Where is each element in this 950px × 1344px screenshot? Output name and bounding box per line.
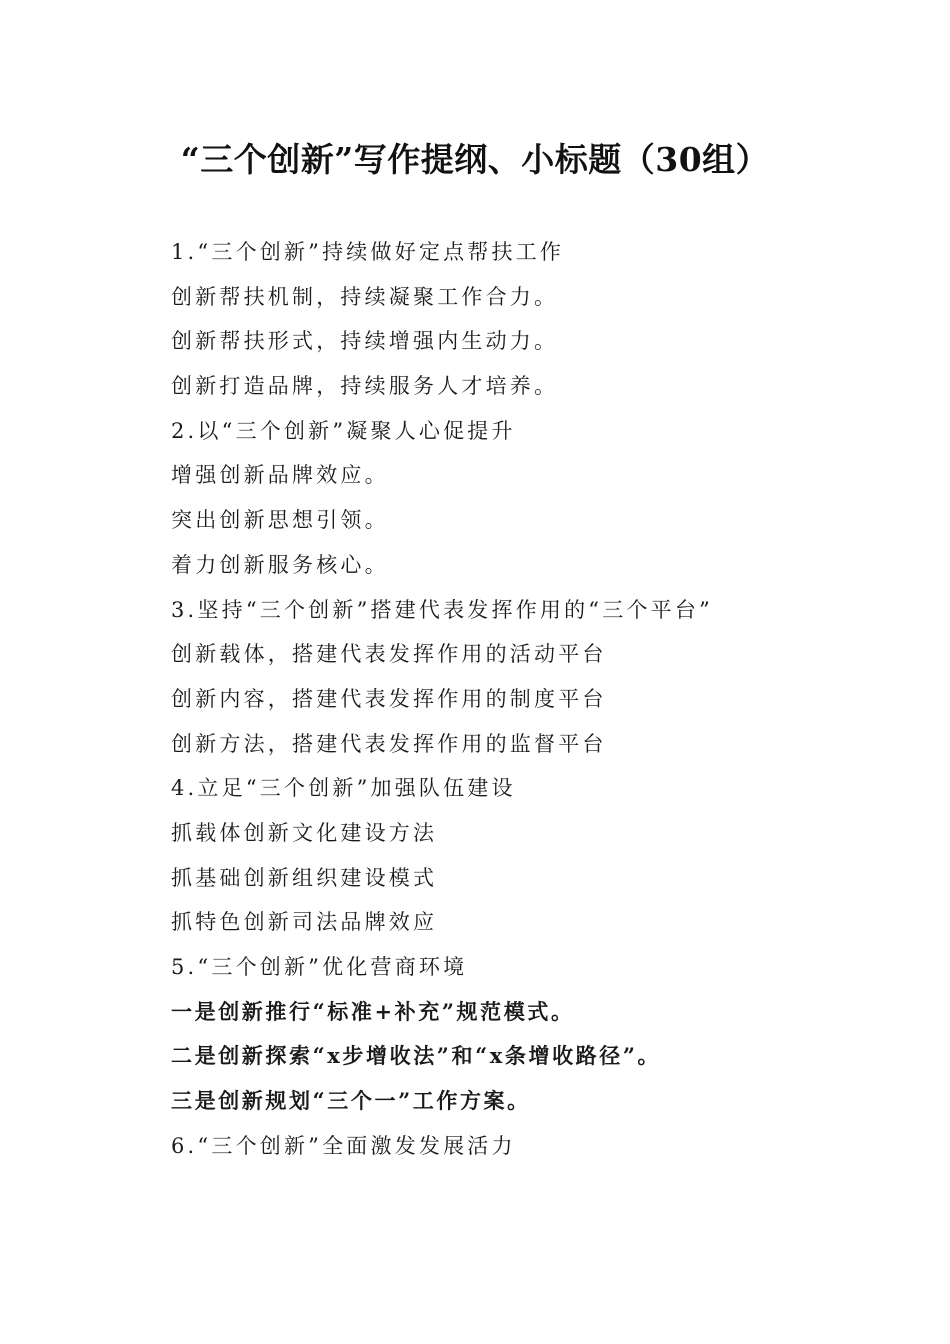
text-line: 4.立足“三个创新”加强队伍建设: [171, 776, 516, 801]
text-line: 创新载体，搭建代表发挥作用的活动平台: [171, 642, 607, 667]
text-line: 6.“三个创新”全面激发发展活力: [171, 1133, 516, 1158]
text-line: 5.“三个创新”优化营商环境: [171, 955, 468, 979]
text-line: 着力创新服务核心。: [171, 552, 389, 577]
text-line: 抓基础创新组织建设模式: [171, 865, 438, 890]
text-line: 抓载体创新文化建设方法: [171, 820, 438, 845]
text-line: 创新打造品牌，持续服务人才培养。: [171, 374, 559, 399]
text-line: 增强创新品牌效应。: [171, 463, 389, 488]
text-line: 创新帮扶机制，持续凝聚工作合力。: [171, 284, 559, 309]
text-line: 突出创新思想引领。: [171, 508, 389, 533]
text-line: 创新内容，搭建代表发挥作用的制度平台: [171, 686, 607, 711]
text-line: 3.坚持“三个创新”搭建代表发挥作用的“三个平台”: [171, 597, 713, 622]
text-line: 创新帮扶形式，持续增强内生动力。: [171, 329, 559, 354]
text-line: 创新方法，搭建代表发挥作用的监督平台: [171, 731, 607, 756]
text-line: 三是创新规划“三个一”工作方案。: [171, 1088, 531, 1114]
document-body: [171, 230, 891, 1168]
text-line: 1.“三个创新”持续做好定点帮扶工作: [171, 240, 565, 264]
text-line: 二是创新探索“x步增收法”和“x条增收路径”。: [171, 1043, 662, 1069]
text-line: 一是创新推行“标准+补充”规范模式。: [171, 998, 575, 1024]
text-line: 抓特色创新司法品牌效应: [171, 910, 438, 935]
document-title: “三个创新”写作提纲、小标题（30组）: [180, 140, 770, 179]
text-line: 2.以“三个创新”凝聚人心促提升: [171, 418, 516, 443]
